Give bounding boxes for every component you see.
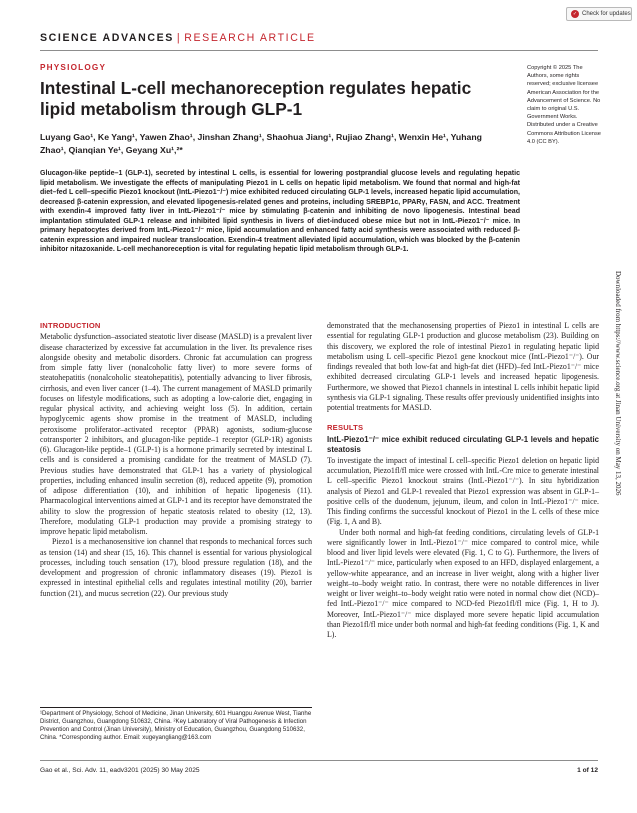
check-for-updates-button[interactable] xyxy=(566,7,632,21)
journal-name: SCIENCE ADVANCES xyxy=(40,32,174,44)
section-label: PHYSIOLOGY xyxy=(40,63,107,72)
abstract: Glucagon-like peptide–1 (GLP-1), secreted by intestinal L cells, is essential for lowering postprandial glucose levels and regulating hepatic lipid metabolism. We investigate the effects of manipulating Piezo1 in L cells on hepatic lipid metabolism. We found that normal and high-fat diet–fed L cell–specific Piezo1 knockout (IntL-Piezo1⁻/⁻) mice exhibited reduced circulating GLP-1 levels, increased hepatic lipid accumulation, decreased β-catenin expression, and elevated lipogenesis-related genes and proteins, including SREBP1c, PPARγ, FASN, and ACC. Treatment with exendin-4 improved fatty liver in IntL-Piezo1⁻/⁻ mice by stimulating β-catenin and inhibiting de novo lipogenesis. Intestinal bead implantation stimulated GLP-1 release and inhibited lipid synthesis in livers of diet-induced obese mice but not in IntL-Piezo1⁻/⁻ mice. In primary hepatocytes derived from IntL-Piezo1⁻/⁻ mice, lipid accumulation and enhanced fatty acid synthesis were associated with reduced β-catenin expression and impaired nuclear translocation. Exendin-4 treatment alleviated lipid accumulation, which was blocked by the β-catenin inhibitor nitazoxanide. L-cell mechanoreception is vital for regulating hepatic lipid metabolism through GLP-1. xyxy=(40,170,520,253)
header-divider xyxy=(40,50,598,51)
introduction-paragraph: Piezo1 is a mechanosensitive ion channel that responds to mechanical forces such as tension (14) and shear (15, 16). This channel is essential for various physiological processes, including touch sensation (17), blood pressure regulation (18), and the development and progression of chronic inflammatory diseases (19). Piezo1 is expressed in intestinal epithelial cells and regulates intestinal motility (20), barrier function (21), and mucus secretion (22). Our previous study xyxy=(40,537,312,598)
introduction-heading: INTRODUCTION xyxy=(40,321,101,330)
affiliations-divider xyxy=(40,707,312,708)
article-type: RESEARCH ARTICLE xyxy=(184,32,316,44)
results-heading: RESULTS xyxy=(327,423,364,433)
left-column xyxy=(40,321,312,599)
footer-divider xyxy=(40,760,598,761)
header-separator: | xyxy=(176,32,182,44)
author-list: Luyang Gao¹, Ke Yang¹, Yawen Zhao¹, Jinshan Zhang¹, Shaohua Jiang¹, Rujiao Zhang¹, Wenxin He¹, Yuhang Zhao¹, Qianqian Ye¹, Geyang Xu¹,²* xyxy=(40,132,482,155)
update-badge-icon: ✓ xyxy=(572,11,578,17)
affiliations: ¹Department of Physiology, School of Medicine, Jinan University, 601 Huangpu Avenue West, Tianhe District, Guangzhou, Guangdong 510632, China. ²Key Laboratory of Viral Pathogenesis & Infection Prevention and Control (Jinan University), Ministry of Education, Guangzhou, Guangdong 510632, China. *Corresponding author. Email: xugeyangliang@163.com xyxy=(40,710,312,742)
journal-header xyxy=(40,32,316,44)
copyright-notice: Copyright © 2025 The Authors, some rights reserved; exclusive licensee American Association for the Advancement of Science. No claim to original U.S. Government Works. Distributed under a Creative Commons Attribution License 4.0 (CC BY). xyxy=(527,65,601,145)
check-for-updates-label: Check for updates xyxy=(582,11,631,17)
results-paragraph: To investigate the impact of intestinal L cell–specific Piezo1 deletion on hepatic lipid accumulation, Piezo1fl/fl mice were crossed with IntL-Cre mice to generate intestinal L cell–specific Piezo1 knockout strains (IntL-Piezo1⁻/⁻). In situ hybridization analysis of Piezo1 and GLP-1 revealed that Piezo1 expression was absent in GLP-1–positive cells of the duodenum, jejunum, ileum, and colon in IntL-Piezo1⁻/⁻ mice. This finding confirms the successful knockout of Piezo1 in the L cells of these mice (Fig. 1, A and B). xyxy=(327,455,599,527)
introduction-paragraph: Metabolic dysfunction–associated steatotic liver disease (MASLD) is a prevalent liver disease characterized by excessive fat accumulation in the liver. Its prevalence rises alongside obesity and metabolic disorders. Chronic fat accumulation can progress from simple fatty liver (nonalcoholic fatty liver) to more severe forms of steatohepatitis (nonalcoholic steatohepatitis), potentially advancing to liver fibrosis, cirrhosis, and even liver cancer (1–4). The current management of MASLD primarily focuses on lifestyle modifications, such as adopting a low-calorie diet, engaging in regular physical activity, and achieving weight loss (5). In addition, certain hypoglycemic agents show promise in the treatment of MASLD, including peroxisome proliferator–activated receptor (PPAR) agonists, sodium-glucose cotransporter 2 inhibitors, and glucagon-like peptide–1 receptor (GLP-1R) agonists (6). Glucagon-like peptide–1 (GLP-1) is a hormone primarily secreted by intestinal L cells and is considered a promising candidate for the treatment of MASLD (7). Previous studies have demonstrated that GLP-1 has a variety of physiological properties, including enhanced insulin secretion (8), reduced appetite (9), promotion of adipose differentiation (10), and inhibition of hepatic lipogenesis (11). Pharmacological interventions aimed at GLP-1 and its receptor have demonstrated the ability to slow the progression of hepatic steatosis related to obesity (12, 13). Therefore, modulating GLP-1 production may provide a promising strategy to improve hepatic lipid metabolism. xyxy=(40,332,312,536)
footer-citation: Gao et al., Sci. Adv. 11, eadv3201 (2025) 30 May 2025 xyxy=(40,767,200,774)
page-number: 1 of 12 xyxy=(577,767,598,774)
results-subheading: IntL-Piezo1⁻/⁻ mice exhibit reduced circulating GLP-1 levels and hepatic steatosis xyxy=(327,434,599,454)
results-paragraph: Under both normal and high-fat feeding conditions, circulating levels of GLP-1 were significantly lower in IntL-Piezo1⁻/⁻ mice compared to control mice, while blood and liver lipid levels were elevated (Fig. 1, C to G). Furthermore, the livers of IntL-Piezo1⁻/⁻ mice, particularly when exposed to an HFD, displayed enlargement, a yellow-white appearance, and an increase in liver weight, along with a higher liver weight–to–body weight ratio. In contrast, there were no notable differences in liver weight or liver weight–to–body weight ratio were noted in normal chow diet (NCD)–fed IntL-Piezo1⁻/⁻ mice compared to NCD-fed Piezo1fl/fl mice (Fig. 1, H to J). Moreover, IntL-Piezo1⁻/⁻ mice displayed more severe hepatic lipid accumulation than Piezo1fl/fl mice under both normal and high-fat feeding conditions (Fig. 1, K and L). xyxy=(327,527,599,640)
article-title: Intestinal L-cell mechanoreception regulates hepatic lipid metabolism through GLP-1 xyxy=(40,78,472,119)
section-spacer xyxy=(327,413,599,423)
introduction-continued-paragraph: demonstrated that the mechanosensing properties of Piezo1 in intestinal L cells are essential for regulating GLP-1 production and glucose metabolism (23). Building on this discovery, we explored the role of intestinal Piezo1 in regulating hepatic lipid metabolism using L cell–specific Piezo1 gene knockout mice (IntL-Piezo1⁻/⁻). Our findings revealed that both low-fat and high-fat diet (HFD)–fed IntL-Piezo1⁻/⁻ mice exhibited decreased circulating GLP-1 levels and increased hepatic lipogenesis. Furthermore, we showed that Piezo1 channels in intestinal L cells inhibit hepatic lipid synthesis via GLP-1 signaling. These results offer previously unidentified insights into potential treatments for MASLD. xyxy=(327,321,599,412)
right-column xyxy=(327,321,599,640)
download-watermark: Downloaded from https://www.science.org at Jinan University on May 13, 2026 xyxy=(614,271,622,496)
